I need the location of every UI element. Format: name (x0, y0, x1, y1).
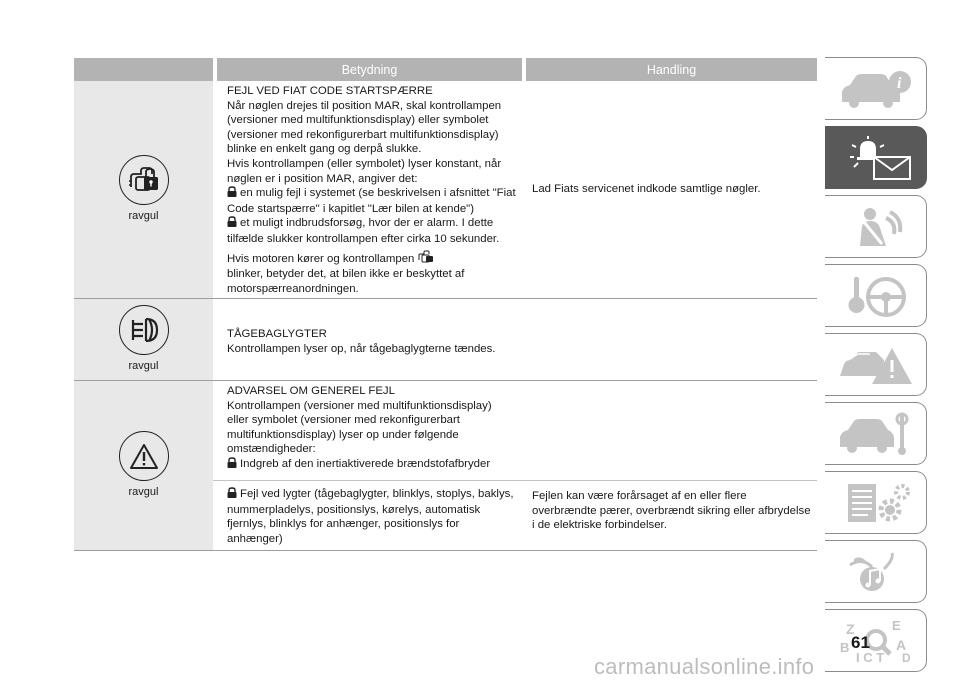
description-text: Hvis motoren kører og kontrollampen (227, 252, 415, 265)
action-cell: Fejlen kan være forårsaget af en eller flere overbrændte pærer, overbrændt sikring eller afbrydelse i de elektriske forbindelser. (532, 490, 811, 532)
tab-index[interactable] (825, 609, 927, 672)
fault-title: TÅGEBAGLYGTER (227, 327, 327, 340)
warning-triangle-icon (119, 431, 169, 481)
multimedia-music-icon (836, 549, 916, 595)
color-label: ravgul (128, 210, 159, 223)
color-label: ravgul (128, 360, 159, 373)
meaning-cell (213, 381, 522, 480)
meaning-cell (213, 81, 522, 298)
svg-text:Z: Z (845, 620, 855, 637)
meaning-cell (213, 299, 522, 380)
action-cell: Lad Fiats servicenet indkode samtlige nøgler. (532, 182, 761, 195)
action-cell (522, 381, 817, 480)
svg-text:B: B (839, 639, 849, 655)
header-action: Handling (522, 58, 817, 81)
description-text: Fejl ved lygter (tågebaglygter, blinklys, stoplys, baklys, nummerpladelys, positionslys, kørelys, automatisk fjernlys, blinklys for anhænger, positionslys for anhænger) (227, 488, 514, 545)
car-accident-warning-icon (836, 342, 916, 388)
description-text: Kontrollampen (versioner med multifunktionsdisplay) eller symbolet (versioner med rekonfigurerbart multifunktionsdisplay) lyser op under følgende omstændigheder: (227, 399, 492, 456)
seatbelt-airbag-icon (836, 204, 916, 250)
tab-emergency[interactable] (825, 333, 927, 396)
table-row (74, 299, 817, 381)
meaning-cell (213, 481, 522, 550)
tab-technical-data[interactable] (825, 471, 927, 534)
immobilizer-key-lock-icon (119, 155, 169, 205)
color-label: ravgul (128, 486, 159, 499)
key-steering-wheel-icon (836, 273, 916, 319)
table-header (74, 58, 817, 81)
tab-multimedia[interactable] (825, 540, 927, 603)
table-row (74, 381, 817, 551)
display-version-icon (227, 216, 237, 232)
description-text: Kontrollampen lyser op, når tågebaglygterne tændes. (227, 342, 496, 355)
immobilizer-small-icon (418, 250, 434, 268)
header-meaning: Betydning (213, 58, 522, 81)
car-info-icon (836, 66, 916, 112)
description-text: Når nøglen drejes til position MAR, skal kontrollampen (versioner med multifunktionsdisplay) eller symbolet (versioner med rekonfigurerbart multifunktionsdisplay) blinke en enkelt gang og derpå slukke. (227, 99, 502, 156)
table-row (74, 81, 817, 299)
icon-cell (74, 299, 213, 380)
tab-car-info[interactable] (825, 57, 927, 120)
description-text: blinker, betyder det, at bilen ikke er beskyttet af motorspærreanordningen. (227, 268, 465, 295)
icon-cell (74, 81, 213, 298)
tab-starting-driving[interactable] (825, 264, 927, 327)
car-service-tools-icon (836, 411, 916, 457)
icon-cell (74, 381, 213, 550)
svg-text:I C T: I C T (855, 649, 884, 664)
svg-text:D: D (901, 650, 911, 664)
chapter-tabs (825, 57, 927, 678)
action-cell (522, 299, 817, 380)
description-text: et muligt indbrudsforsøg, hvor der er alarm. I dette tilfælde slukker kontrollampen efter cirka 10 sekunder. (227, 217, 500, 245)
svg-text:A: A (895, 636, 906, 653)
page-number: 61 (851, 633, 870, 652)
description-text: Hvis kontrollampen (eller symbolet) lyser konstant, når nøglen er i position MAR, angiver det: (227, 157, 502, 185)
display-version-icon (227, 186, 237, 202)
watermark: carmanualsonline.info (594, 654, 815, 679)
description-text: Indgreb af den inertiaktiverede brændstofafbryder (240, 457, 491, 470)
svg-text:E: E (891, 617, 901, 633)
rear-fog-light-icon (119, 305, 169, 355)
svg-text:i: i (896, 74, 901, 92)
warning-lights-message-icon (836, 135, 916, 181)
tab-safety[interactable] (825, 195, 927, 258)
header-icon-column (74, 58, 213, 81)
alphabetical-index-search-icon (836, 618, 916, 664)
tab-warning-lights[interactable] (825, 126, 927, 189)
fault-title: FEJL VED FIAT CODE STARTSPÆRRE (227, 85, 433, 97)
tab-servicing[interactable] (825, 402, 927, 465)
description-text: en mulig fejl i systemet (se beskrivelsen i afsnittet "Fiat Code startspærre" i kapitlet "Lær bilen at kende") (227, 187, 516, 215)
warning-lights-table (74, 58, 817, 551)
fault-title: ADVARSEL OM GENEREL FEJL (227, 385, 395, 397)
display-version-icon (227, 457, 237, 473)
display-version-icon (227, 487, 237, 503)
technical-data-gears-icon (836, 480, 916, 526)
